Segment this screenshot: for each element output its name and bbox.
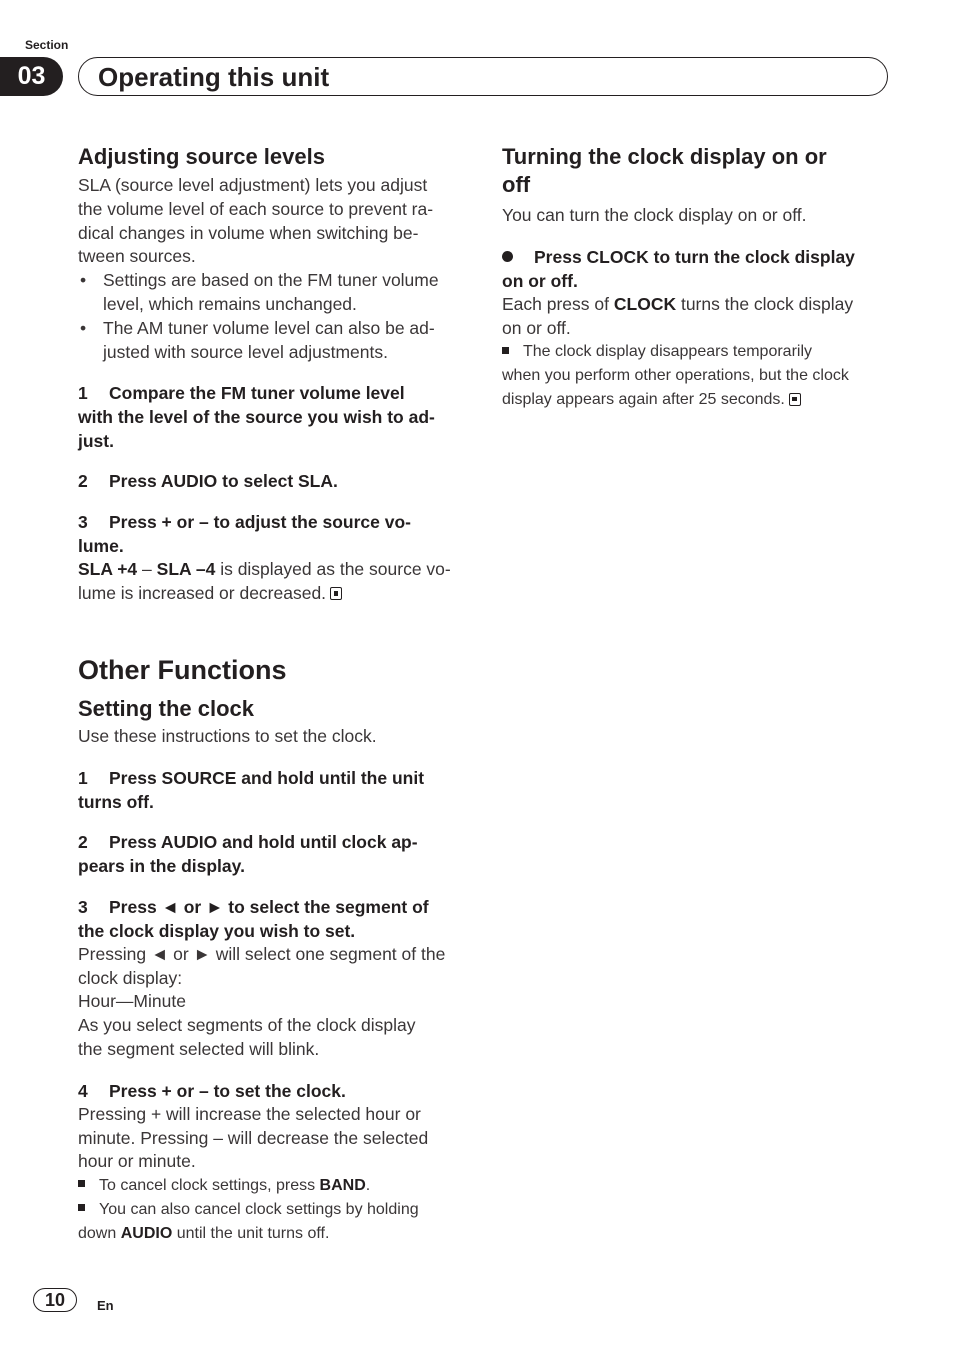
sla-step-3 [78, 510, 466, 606]
other-functions-heading: Other Functions [78, 655, 287, 685]
step-text: the clock display you wish to set. [78, 920, 356, 941]
step-description: minute. Pressing – will decrease the selected [78, 1127, 429, 1148]
step-text: Press + or – to adjust the source vo- [109, 512, 411, 533]
note-cancel-audio [78, 1198, 466, 1222]
step-number: 4 [78, 1080, 88, 1101]
step-text: Press + or – to set the clock. [109, 1080, 346, 1101]
action-description [502, 293, 890, 317]
description-text: turns the clock display [676, 293, 854, 314]
description-text: is displayed as the source vo- [215, 559, 451, 580]
sla-plus-value: SLA +4 [78, 559, 138, 580]
bullet-text: The AM tuner volume level can also be ad- [103, 317, 435, 338]
step-text: Compare the FM tuner volume level [109, 383, 405, 404]
bullet-dot-icon: • [80, 270, 87, 291]
clock-display-intro: You can turn the clock display on or off. [502, 205, 807, 225]
note-square-icon [502, 347, 509, 354]
language-label: En [97, 1298, 114, 1313]
note-button-name: AUDIO [120, 1225, 173, 1243]
sla-step-2 [78, 469, 466, 493]
action-description: on or off. [502, 317, 571, 338]
step-number: 1 [78, 383, 88, 404]
step-text: on or off. [502, 270, 578, 291]
clock-step-2 [78, 830, 466, 878]
bullet-text: level, which remains unchanged. [103, 293, 357, 314]
note-text-end [502, 388, 890, 412]
clock-step-1 [78, 766, 466, 814]
step-text: Press AUDIO to select SLA. [109, 471, 338, 492]
bullet-dot-icon: • [80, 317, 87, 338]
note-text: To cancel clock settings, press [99, 1177, 320, 1195]
note-text: down [78, 1225, 121, 1243]
step-description: Hour—Minute [78, 991, 186, 1012]
step-number: 2 [78, 831, 88, 852]
sla-intro-line: dical changes in volume when switching be- [78, 222, 419, 243]
step-description: hour or minute. [78, 1151, 196, 1172]
sla-heading: Adjusting source levels [78, 144, 325, 169]
page-title: Operating this unit [98, 62, 330, 92]
step-description: Pressing ◄ or ► will select one segment of the [78, 943, 446, 964]
setting-clock-heading: Setting the clock [78, 696, 255, 721]
step-text: lume. [78, 536, 124, 557]
bullet-text: justed with source level adjustments. [103, 341, 388, 362]
step-number: 1 [78, 767, 88, 788]
sla-intro [78, 174, 466, 269]
clock-button-name: CLOCK [613, 293, 677, 314]
step-text: Press CLOCK to turn the clock display [534, 246, 855, 267]
other-functions-section [78, 654, 466, 1246]
step-text: Press AUDIO and hold until clock ap- [109, 831, 418, 852]
page-number: 10 [33, 1288, 77, 1312]
step-number: 2 [78, 471, 88, 492]
list-item [78, 317, 466, 365]
end-of-section-icon [330, 587, 342, 600]
sla-intro-line: tween sources. [78, 246, 196, 267]
step-text: turns off. [78, 791, 154, 812]
step-text: Press ◄ or ► to select the segment of [109, 896, 429, 917]
step-description: Pressing + will increase the selected hour or [78, 1103, 421, 1124]
description-text: Each press of [502, 293, 614, 314]
clock-step-4 [78, 1079, 466, 1246]
list-item [78, 269, 466, 317]
step-number: 3 [78, 896, 88, 917]
sla-minus-value: SLA –4 [156, 559, 216, 580]
note-clock-disappears [502, 340, 890, 364]
sla-intro-line: the volume level of each source to prevent ra- [78, 198, 434, 219]
note-square-icon [78, 1204, 85, 1211]
section-label: Section [25, 38, 69, 52]
clock-display-action [502, 245, 890, 413]
step-description: the segment selected will blink. [78, 1038, 320, 1059]
sla-section [78, 143, 466, 606]
note-text: The clock display disappears temporarily [523, 343, 813, 361]
clock-step-3 [78, 895, 466, 1062]
clock-display-heading: off [502, 172, 531, 197]
section-number-badge: 03 [0, 57, 63, 96]
step-number: 3 [78, 512, 88, 533]
step-description: As you select segments of the clock display [78, 1015, 416, 1036]
step-description: clock display: [78, 967, 183, 988]
action-bullet-icon [502, 251, 513, 262]
step-text: Press SOURCE and hold until the unit [109, 767, 425, 788]
note-text: You can also cancel clock settings by holding [99, 1201, 419, 1219]
note-cancel-audio-cont [78, 1222, 466, 1246]
step-text: with the level of the source you wish to ad- [78, 407, 435, 428]
note-square-icon [78, 1180, 85, 1187]
step-text: just. [78, 431, 114, 452]
bullet-text: Settings are based on the FM tuner volume [103, 270, 439, 291]
step-description [78, 582, 466, 606]
step-description [78, 558, 466, 582]
note-text: . [365, 1177, 371, 1195]
clock-display-heading: Turning the clock display on or [502, 144, 827, 169]
sla-intro-line: SLA (source level adjustment) lets you adjust [78, 175, 428, 195]
description-text: lume is increased or decreased. [78, 583, 327, 604]
clock-intro: Use these instructions to set the clock. [78, 726, 377, 746]
sla-step-1 [78, 381, 466, 453]
end-of-section-icon [789, 393, 801, 406]
note-cancel-band [78, 1174, 466, 1198]
step-text: pears in the display. [78, 855, 245, 876]
note-text: when you perform other operations, but the clock [502, 367, 849, 385]
note-button-name: BAND [319, 1177, 366, 1195]
note-text: until the unit turns off. [172, 1225, 330, 1243]
clock-display-section [502, 143, 890, 412]
note-text: display appears again after 25 seconds. [502, 391, 785, 409]
separator: – [137, 559, 157, 580]
